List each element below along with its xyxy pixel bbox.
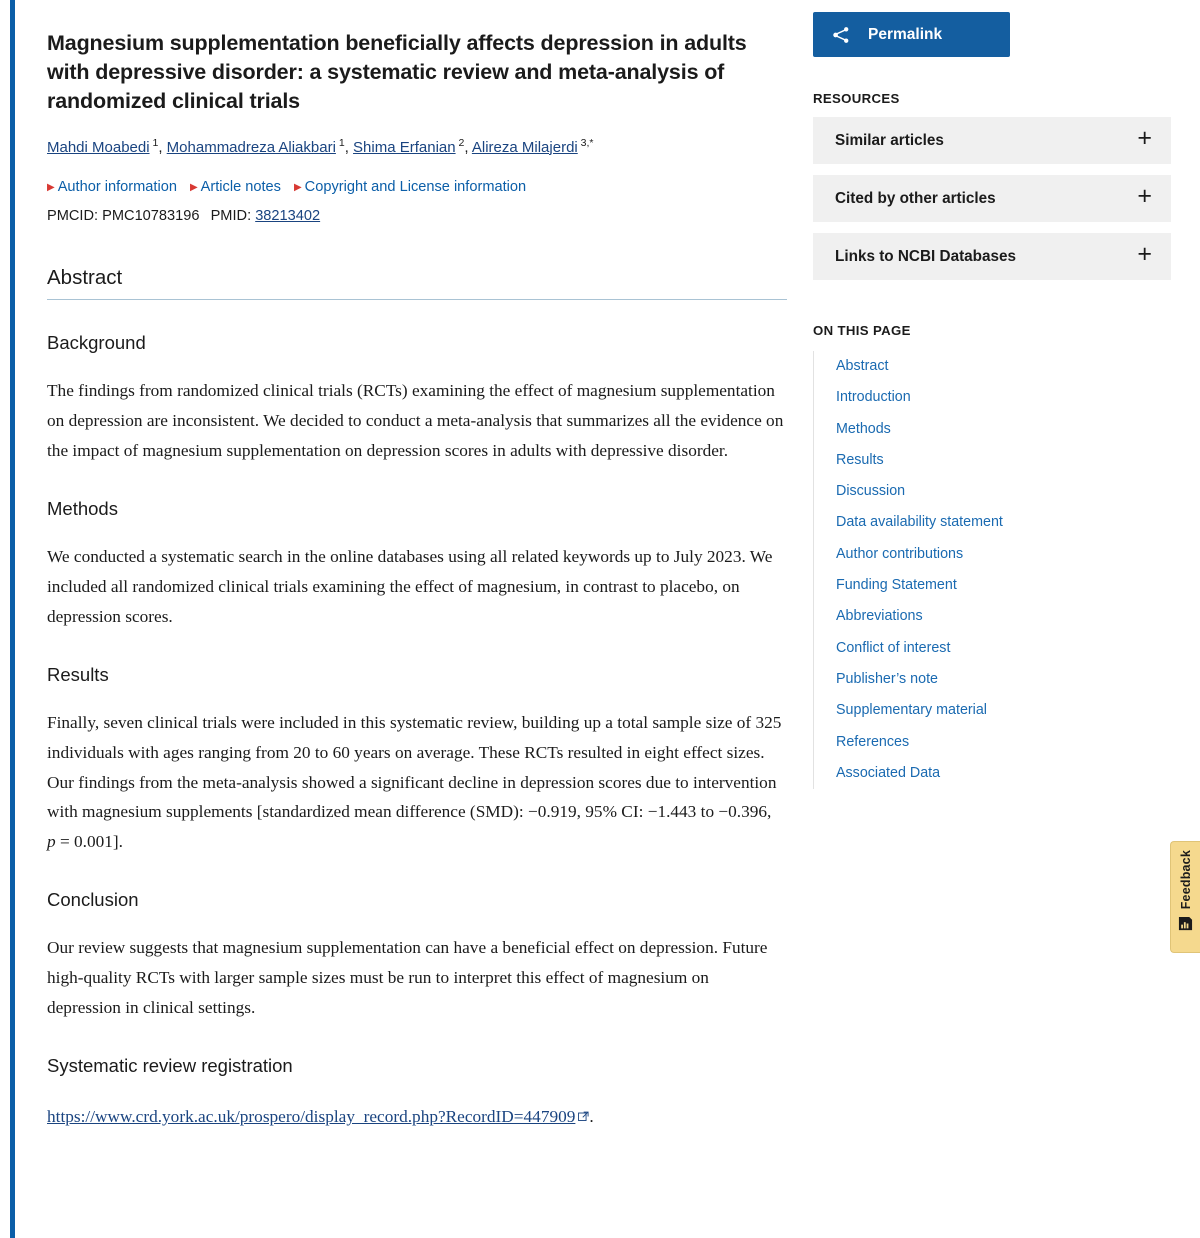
toc-link-introduction[interactable]: Introduction	[836, 389, 911, 406]
share-icon	[813, 25, 868, 45]
toc-link-methods[interactable]: Methods	[836, 420, 891, 437]
prospero-link[interactable]: https://www.crd.york.ac.uk/prospero/display_record.php?RecordID=447909	[47, 1107, 576, 1127]
toc-list-item	[814, 539, 1171, 570]
expand-link-label: Article notes	[200, 179, 281, 196]
triangle-right-icon: ▶	[293, 182, 302, 194]
abstract-heading: Abstract	[47, 266, 787, 300]
accordion-label: Cited by other articles	[835, 189, 996, 207]
subheading-methods: Methods	[47, 497, 118, 519]
paragraph-results	[47, 708, 784, 858]
toc-link-results[interactable]: Results	[836, 451, 884, 468]
plus-icon[interactable]: +	[1137, 124, 1152, 152]
page-title: Magnesium supplementation beneficially affects depression in adults with depressive disorder: a systematic review and meta-analysis of randomized clinical trials	[47, 31, 747, 114]
author-link[interactable]: Shima Erfanian	[353, 138, 456, 156]
toc-link-abbreviations[interactable]: Abbreviations	[836, 608, 923, 625]
accordion-similar-articles[interactable]	[813, 117, 1171, 164]
toc-list-item	[814, 476, 1171, 507]
pmid-link[interactable]: 38213402	[255, 208, 321, 225]
triangle-right-icon: ▶	[47, 182, 55, 194]
toc-list-item	[814, 601, 1171, 632]
feedback-label: Feedback	[1178, 850, 1193, 910]
toc-link-abstract[interactable]: Abstract	[836, 358, 889, 374]
feedback-tab[interactable]	[1170, 841, 1200, 953]
author-link[interactable]: Mahdi Moabedi	[47, 138, 150, 156]
subheading-conclusion: Conclusion	[47, 889, 139, 911]
toc-list-item	[814, 633, 1171, 664]
paragraph-conclusion: Our review suggests that magnesium supplementation can have a beneficial effect on depression. Future high-quality RCTs with larger sample sizes must be run to interpret this effect of magnesium on depression in clinical settings.	[47, 938, 768, 1018]
paragraph-methods: We conducted a systematic search in the online databases using all related keywords up to July 2023. We included all randomized clinical trials examining the effect of magnesium, in contrast to placebo, on depression scores.	[47, 546, 773, 626]
accordion-links-to-ncbi-databases[interactable]	[813, 233, 1171, 280]
author-separator: ,	[158, 138, 167, 156]
article-main-column	[47, 0, 787, 1132]
author-separator: ,	[344, 138, 354, 156]
pmcid-value: PMC10783196	[102, 208, 200, 225]
resources-heading: RESOURCES	[813, 91, 900, 106]
on-this-page-heading: ON THIS PAGE	[813, 323, 911, 338]
results-text-part2: = 0.001].	[55, 832, 123, 852]
paragraph-background: The findings from randomized clinical trials (RCTs) examining the effect of magnesium supplementation on depression are inconsistent. We decided to conduct a meta-analysis that summarizes all the evidence on the impact of magnesium supplementation on depression scores in adults with depressive disorder.	[47, 381, 784, 461]
toc-list-item	[814, 414, 1171, 445]
toc-list-item	[814, 758, 1171, 789]
right-sidebar	[813, 0, 1171, 789]
results-p-value-symbol: p	[47, 832, 56, 852]
pmid-label: PMID:	[210, 208, 252, 225]
registration-period: .	[589, 1107, 594, 1127]
accordion-cited-by-other-articles[interactable]	[813, 175, 1171, 222]
author-link[interactable]: Alireza Milajerdi	[471, 138, 578, 156]
author-affiliation-marker: 2	[455, 136, 465, 149]
plus-icon[interactable]: +	[1137, 240, 1152, 268]
paragraph-registration	[47, 1102, 787, 1132]
expand-link-label: Author information	[57, 179, 177, 196]
resources-accordion	[813, 117, 1171, 280]
toc-link-publisher-s-note[interactable]: Publisher’s note	[836, 670, 938, 687]
triangle-right-icon: ▶	[189, 182, 198, 194]
toc-list-item	[814, 445, 1171, 476]
toc-link-funding-statement[interactable]: Funding Statement	[836, 577, 957, 594]
toc-link-associated-data[interactable]: Associated Data	[836, 764, 941, 781]
author-affiliation-marker: 1	[149, 136, 159, 149]
toc-list-item	[814, 507, 1171, 538]
author-link[interactable]: Mohammadreza Aliakbari	[166, 138, 336, 156]
permalink-button-label: Permalink	[868, 25, 943, 43]
expandable-links-row	[47, 178, 787, 197]
subheading-registration: Systematic review registration	[47, 1055, 293, 1077]
expand-link-article-notes[interactable]	[190, 179, 281, 195]
toc-list-item	[814, 351, 1171, 382]
author-affiliation-marker: 3,*	[577, 136, 594, 149]
toc-list-item	[814, 727, 1171, 758]
plus-icon[interactable]: +	[1137, 182, 1152, 210]
feedback-chart-icon	[1178, 916, 1193, 931]
toc-link-references[interactable]: References	[836, 733, 910, 750]
toc-list-item	[814, 382, 1171, 413]
toc-list-item	[814, 570, 1171, 601]
author-affiliation-marker: 1	[335, 136, 345, 149]
left-accent-rail	[10, 0, 15, 1238]
toc-list-item	[814, 664, 1171, 695]
subheading-background: Background	[47, 332, 146, 354]
article-identifiers	[47, 208, 787, 224]
author-separator: ,	[464, 138, 472, 156]
external-link-icon	[578, 1111, 589, 1122]
toc-link-data-availability-statement[interactable]: Data availability statement	[836, 514, 1003, 531]
expand-link-copyright-and-license-information[interactable]	[294, 179, 526, 195]
accordion-label: Links to NCBI Databases	[835, 247, 1017, 265]
results-text-part1: Finally, seven clinical trials were included in this systematic review, building up a total sample size of 325 individuals with ages ranging from 20 to 60 years on average. These RCTs resulted in eight effect sizes. Our findings from the meta-analysis showed a significant decline in depression scores due to intervention with magnesium supplements [standardized mean difference (SMD): −0.919, 95% CI: −1.443 to −0.396,	[47, 712, 782, 822]
author-list	[47, 137, 787, 160]
pmcid-label: PMCID:	[47, 208, 99, 225]
subheading-results: Results	[47, 663, 109, 685]
accordion-label: Similar articles	[835, 131, 944, 149]
toc-link-supplementary-material[interactable]: Supplementary material	[836, 702, 987, 719]
toc-list-item	[814, 695, 1171, 726]
expand-link-label: Copyright and License information	[304, 179, 527, 196]
toc-link-author-contributions[interactable]: Author contributions	[836, 545, 964, 562]
toc-link-discussion[interactable]: Discussion	[836, 483, 906, 500]
toc-link-conflict-of-interest[interactable]: Conflict of interest	[836, 639, 951, 656]
permalink-button[interactable]	[813, 12, 1010, 57]
expand-link-author-information[interactable]	[47, 179, 177, 195]
on-this-page-nav	[813, 351, 1171, 789]
